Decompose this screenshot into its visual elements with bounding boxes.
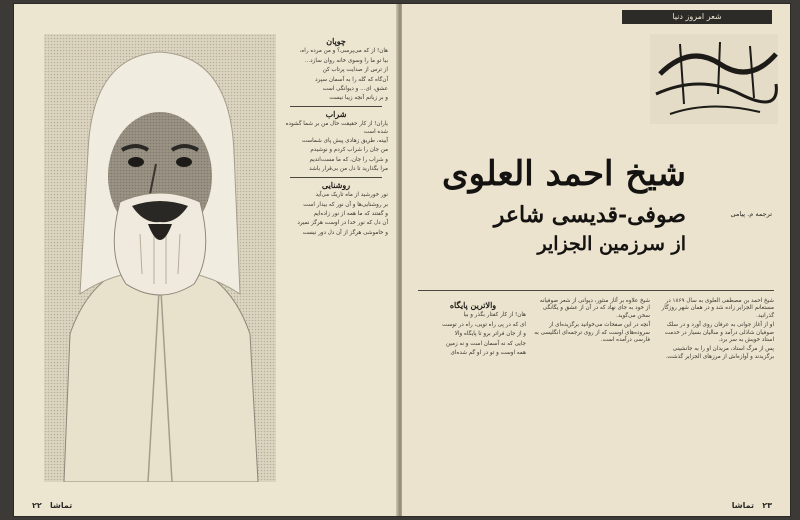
poem-line: نور خورشید از ماه تاریک می‌آید <box>315 192 388 199</box>
magazine-logo: تماشا <box>731 501 754 510</box>
article-body <box>534 298 774 494</box>
page-number: ۲۲ <box>32 501 42 510</box>
poems-column <box>284 34 388 482</box>
divider <box>290 177 382 178</box>
poem-title: روشنایی <box>321 179 351 190</box>
poem-title: شراب <box>325 108 347 119</box>
poem-line: مرا بگذارید تا دل من بی‌قرار باشد <box>309 166 388 173</box>
calligraphy-illustration <box>650 34 778 124</box>
magazine-logo: تماشا <box>50 501 73 510</box>
poem-line: عشق، ای... و دیوانگی است <box>322 86 388 93</box>
translator-byline: ترجمه م. پیامی <box>730 210 772 218</box>
body-paragraph: شیخ علاوه بر آثار منثور، دیوانی از شعر صوفیانه از خود به جای نهاد که در آن از عشق و یگانگی سخن می‌گوید. <box>539 298 650 319</box>
article-title: شیخ احمد العلوی <box>442 154 686 194</box>
poem-line: یاران! از کار حقیقت حال من بر شما گشوده شده است <box>285 121 388 135</box>
poem-line: آن دل که نور خدا در اوست هرگز نمیرد <box>297 220 388 227</box>
poem-line: و بر زبانم آنچه زیبا نیست <box>329 95 388 102</box>
article-subtitle: صوفی-قدیسی شاعر <box>493 202 686 228</box>
poem-line: ای که در پی راه تویی، راه در توست <box>442 321 526 328</box>
poem-line: جایی که نه آسمان است و نه زمین <box>446 340 526 347</box>
section-header: شعر امروز دنیا <box>622 10 772 24</box>
body-paragraph: آنچه در این صفحات می‌خوانید برگزیده‌ای از سروده‌های اوست که از روی ترجمه‌ای انگلیسی به فارسی درآمده است. <box>534 322 650 344</box>
left-page <box>14 4 398 516</box>
poem-line: بیا تو ما را وسوی خانه روان سازد... <box>304 57 388 64</box>
poem-line: از ترس از صدایت پرتاب کن <box>322 67 388 74</box>
poem-line: هان! از کار کفتار بگذر و بیا <box>463 312 526 319</box>
magazine-spread <box>14 4 790 516</box>
poem-line: همه اوست و تو در او گم شده‌ای <box>450 350 526 357</box>
body-paragraph: پس از مرگ استاد، مریدان او را به جانشینی برگزیدند و آوازه‌اش از مرزهای الجزایر گذشت. <box>665 346 774 360</box>
poem-line: هان! از که می‌پرسی؟ و من مرده راه، <box>299 48 388 55</box>
divider <box>418 290 774 291</box>
poem-title: چوپان <box>326 36 346 46</box>
body-paragraph: شیخ احمد بن مصطفی العلوی به سال ۱۸۶۹ در مستغانم الجزایر زاده شد و در همان شهر روزگار گذرانید. <box>661 298 774 319</box>
poem-line: و شراب را جان، که ما مست‌اندیم <box>309 156 388 163</box>
poem-line: و از جان فراتر برو تا پایگاه والا <box>454 331 526 338</box>
article-subtitle: از سرزمین الجزایر <box>537 233 686 255</box>
poem-line: بر روشنایی‌ها و آن نور که بیدار است <box>303 201 388 208</box>
poem-line: و خاموشی هرگز از آن دل دور نیست <box>302 229 388 236</box>
page-number: ۲۳ <box>762 501 772 510</box>
right-page <box>402 4 790 516</box>
poem-line: آن‌گاه که گله را به آسمان سپرد <box>315 76 388 83</box>
poem-line: آیینه، طریق زهادی پیش پای شماست <box>302 138 388 145</box>
divider <box>290 106 382 107</box>
sheikh-portrait <box>44 34 276 482</box>
poem-line: و گفتند که ما همه از نور زاده‌ایم <box>313 210 388 217</box>
poem-line: من جان را شراب کردم و نوشیدم <box>310 147 388 154</box>
poem-title: والاترین پایگاه <box>449 300 497 310</box>
featured-poem-column <box>420 298 526 494</box>
body-paragraph: او از آغاز جوانی به عرفان روی آورد و در سلک صوفیان شاذلی درآمد و سالیان بسیار در خدمت استاد خویش به سر برد. <box>664 322 774 344</box>
